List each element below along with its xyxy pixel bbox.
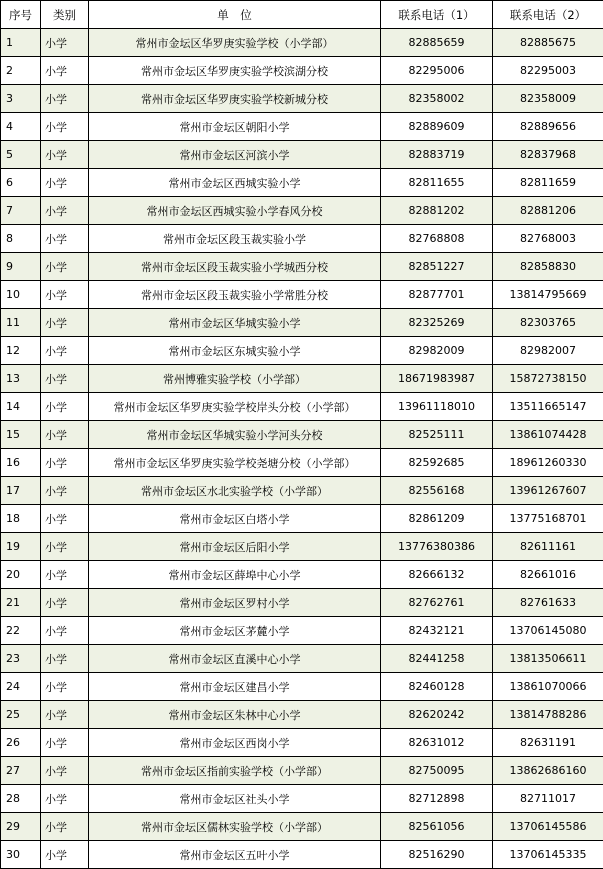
cell-phone1: 82861209	[381, 505, 493, 533]
table-row	[1, 561, 603, 589]
cell-unit: 常州市金坛区后阳小学	[89, 533, 381, 561]
cell-unit: 常州市金坛区段玉裁实验小学	[89, 225, 381, 253]
cell-seq: 16	[1, 449, 41, 477]
cell-seq: 18	[1, 505, 41, 533]
cell-unit: 常州市金坛区罗村小学	[89, 589, 381, 617]
cell-unit: 常州市金坛区段玉裁实验小学城西分校	[89, 253, 381, 281]
cell-type: 小学	[41, 757, 89, 785]
cell-phone1: 82460128	[381, 673, 493, 701]
cell-phone2: 13814788286	[493, 701, 603, 729]
cell-phone2: 82295003	[493, 57, 603, 85]
cell-phone2: 82889656	[493, 113, 603, 141]
cell-seq: 15	[1, 421, 41, 449]
cell-seq: 7	[1, 197, 41, 225]
table-header-row	[1, 1, 603, 29]
cell-phone2: 82982007	[493, 337, 603, 365]
cell-seq: 23	[1, 645, 41, 673]
cell-seq: 30	[1, 841, 41, 869]
cell-type: 小学	[41, 337, 89, 365]
table-row	[1, 841, 603, 869]
cell-type: 小学	[41, 141, 89, 169]
cell-seq: 2	[1, 57, 41, 85]
cell-unit: 常州市金坛区段玉裁实验小学常胜分校	[89, 281, 381, 309]
table-row	[1, 785, 603, 813]
cell-phone2: 82711017	[493, 785, 603, 813]
cell-seq: 25	[1, 701, 41, 729]
cell-phone1: 82851227	[381, 253, 493, 281]
cell-seq: 29	[1, 813, 41, 841]
cell-unit: 常州市金坛区西城实验小学春风分校	[89, 197, 381, 225]
cell-phone2: 13706145080	[493, 617, 603, 645]
cell-phone2: 13814795669	[493, 281, 603, 309]
cell-phone1: 82358002	[381, 85, 493, 113]
cell-phone2: 13813506611	[493, 645, 603, 673]
cell-seq: 1	[1, 29, 41, 57]
cell-seq: 10	[1, 281, 41, 309]
table-row	[1, 141, 603, 169]
table-row	[1, 225, 603, 253]
cell-seq: 8	[1, 225, 41, 253]
table-row	[1, 673, 603, 701]
cell-phone1: 82881202	[381, 197, 493, 225]
cell-seq: 19	[1, 533, 41, 561]
cell-seq: 28	[1, 785, 41, 813]
table-row	[1, 85, 603, 113]
cell-phone2: 13961267607	[493, 477, 603, 505]
cell-phone2: 18961260330	[493, 449, 603, 477]
cell-seq: 13	[1, 365, 41, 393]
cell-unit: 常州市金坛区华罗庚实验学校新城分校	[89, 85, 381, 113]
cell-phone1: 82432121	[381, 617, 493, 645]
cell-type: 小学	[41, 309, 89, 337]
cell-seq: 14	[1, 393, 41, 421]
cell-seq: 12	[1, 337, 41, 365]
cell-unit: 常州市金坛区朝阳小学	[89, 113, 381, 141]
cell-type: 小学	[41, 421, 89, 449]
cell-seq: 9	[1, 253, 41, 281]
cell-type: 小学	[41, 85, 89, 113]
cell-unit: 常州市金坛区华城实验小学河头分校	[89, 421, 381, 449]
cell-type: 小学	[41, 589, 89, 617]
table-row	[1, 337, 603, 365]
table-row	[1, 701, 603, 729]
cell-unit: 常州市金坛区茅麓小学	[89, 617, 381, 645]
table-row	[1, 169, 603, 197]
cell-seq: 17	[1, 477, 41, 505]
cell-phone1: 82712898	[381, 785, 493, 813]
cell-phone2: 82358009	[493, 85, 603, 113]
cell-phone1: 82631012	[381, 729, 493, 757]
cell-phone2: 13706145586	[493, 813, 603, 841]
cell-unit: 常州市金坛区指前实验学校（小学部）	[89, 757, 381, 785]
cell-unit: 常州市金坛区华罗庚实验学校滨湖分校	[89, 57, 381, 85]
cell-type: 小学	[41, 813, 89, 841]
table-row	[1, 589, 603, 617]
cell-type: 小学	[41, 29, 89, 57]
cell-phone1: 82620242	[381, 701, 493, 729]
table-row	[1, 757, 603, 785]
cell-type: 小学	[41, 477, 89, 505]
cell-unit: 常州市金坛区直溪中心小学	[89, 645, 381, 673]
cell-seq: 22	[1, 617, 41, 645]
cell-phone2: 13861074428	[493, 421, 603, 449]
cell-phone1: 82885659	[381, 29, 493, 57]
table-row	[1, 197, 603, 225]
cell-type: 小学	[41, 841, 89, 869]
cell-phone1: 13961118010	[381, 393, 493, 421]
cell-unit: 常州市金坛区朱林中心小学	[89, 701, 381, 729]
table-row	[1, 645, 603, 673]
cell-phone1: 82883719	[381, 141, 493, 169]
cell-phone1: 82295006	[381, 57, 493, 85]
cell-unit: 常州市金坛区水北实验学校（小学部）	[89, 477, 381, 505]
cell-seq: 11	[1, 309, 41, 337]
cell-phone2: 82761633	[493, 589, 603, 617]
cell-unit: 常州市金坛区儒林实验学校（小学部）	[89, 813, 381, 841]
table-row	[1, 113, 603, 141]
cell-phone1: 82750095	[381, 757, 493, 785]
cell-unit: 常州市金坛区薛埠中心小学	[89, 561, 381, 589]
cell-phone1: 82877701	[381, 281, 493, 309]
cell-phone1: 82811655	[381, 169, 493, 197]
cell-unit: 常州市金坛区五叶小学	[89, 841, 381, 869]
cell-phone2: 13862686160	[493, 757, 603, 785]
cell-type: 小学	[41, 785, 89, 813]
cell-phone2: 82837968	[493, 141, 603, 169]
cell-type: 小学	[41, 645, 89, 673]
table-row	[1, 617, 603, 645]
cell-phone1: 82525111	[381, 421, 493, 449]
cell-phone2: 82885675	[493, 29, 603, 57]
header-unit: 单 位	[89, 1, 381, 29]
cell-unit: 常州市金坛区河滨小学	[89, 141, 381, 169]
cell-phone1: 82516290	[381, 841, 493, 869]
cell-type: 小学	[41, 253, 89, 281]
cell-phone1: 82441258	[381, 645, 493, 673]
cell-type: 小学	[41, 197, 89, 225]
table-row	[1, 393, 603, 421]
cell-unit: 常州市金坛区白塔小学	[89, 505, 381, 533]
cell-phone2: 13861070066	[493, 673, 603, 701]
cell-type: 小学	[41, 729, 89, 757]
cell-seq: 21	[1, 589, 41, 617]
cell-type: 小学	[41, 673, 89, 701]
cell-phone2: 82303765	[493, 309, 603, 337]
cell-seq: 4	[1, 113, 41, 141]
cell-phone2: 15872738150	[493, 365, 603, 393]
cell-type: 小学	[41, 365, 89, 393]
cell-unit: 常州博雅实验学校（小学部）	[89, 365, 381, 393]
table-row	[1, 365, 603, 393]
table-row	[1, 729, 603, 757]
table-row	[1, 309, 603, 337]
cell-phone2: 13706145335	[493, 841, 603, 869]
cell-phone1: 82982009	[381, 337, 493, 365]
header-phone1: 联系电话（1）	[381, 1, 493, 29]
cell-unit: 常州市金坛区西岗小学	[89, 729, 381, 757]
cell-phone2: 82881206	[493, 197, 603, 225]
cell-type: 小学	[41, 281, 89, 309]
cell-type: 小学	[41, 393, 89, 421]
cell-type: 小学	[41, 701, 89, 729]
cell-phone2: 82611161	[493, 533, 603, 561]
cell-phone2: 82661016	[493, 561, 603, 589]
cell-unit: 常州市金坛区华城实验小学	[89, 309, 381, 337]
cell-phone1: 13776380386	[381, 533, 493, 561]
cell-phone2: 13775168701	[493, 505, 603, 533]
header-type: 类别	[41, 1, 89, 29]
cell-phone2: 82768003	[493, 225, 603, 253]
cell-type: 小学	[41, 225, 89, 253]
table-row	[1, 505, 603, 533]
header-seq: 序号	[1, 1, 41, 29]
cell-phone2: 13511665147	[493, 393, 603, 421]
cell-type: 小学	[41, 505, 89, 533]
header-phone2: 联系电话（2）	[493, 1, 603, 29]
table-row	[1, 533, 603, 561]
cell-seq: 5	[1, 141, 41, 169]
table-row	[1, 477, 603, 505]
cell-unit: 常州市金坛区建昌小学	[89, 673, 381, 701]
cell-phone1: 82666132	[381, 561, 493, 589]
cell-phone2: 82811659	[493, 169, 603, 197]
table-row	[1, 281, 603, 309]
cell-unit: 常州市金坛区华罗庚实验学校（小学部）	[89, 29, 381, 57]
cell-seq: 6	[1, 169, 41, 197]
cell-unit: 常州市金坛区东城实验小学	[89, 337, 381, 365]
table-row	[1, 29, 603, 57]
cell-unit: 常州市金坛区社头小学	[89, 785, 381, 813]
cell-seq: 20	[1, 561, 41, 589]
cell-type: 小学	[41, 533, 89, 561]
cell-unit: 常州市金坛区华罗庚实验学校岸头分校（小学部）	[89, 393, 381, 421]
cell-type: 小学	[41, 561, 89, 589]
table-row	[1, 421, 603, 449]
cell-phone1: 82889609	[381, 113, 493, 141]
cell-phone2: 82858830	[493, 253, 603, 281]
cell-type: 小学	[41, 169, 89, 197]
cell-unit: 常州市金坛区西城实验小学	[89, 169, 381, 197]
cell-phone1: 82762761	[381, 589, 493, 617]
cell-seq: 24	[1, 673, 41, 701]
cell-unit: 常州市金坛区华罗庚实验学校尧塘分校（小学部）	[89, 449, 381, 477]
table-row	[1, 449, 603, 477]
cell-type: 小学	[41, 617, 89, 645]
cell-type: 小学	[41, 113, 89, 141]
cell-phone2: 82631191	[493, 729, 603, 757]
table-row	[1, 253, 603, 281]
cell-phone1: 82556168	[381, 477, 493, 505]
cell-seq: 27	[1, 757, 41, 785]
cell-seq: 26	[1, 729, 41, 757]
cell-seq: 3	[1, 85, 41, 113]
table-row	[1, 57, 603, 85]
cell-phone1: 82592685	[381, 449, 493, 477]
cell-phone1: 82561056	[381, 813, 493, 841]
cell-type: 小学	[41, 57, 89, 85]
table-row	[1, 813, 603, 841]
cell-phone1: 18671983987	[381, 365, 493, 393]
cell-phone1: 82768808	[381, 225, 493, 253]
cell-type: 小学	[41, 449, 89, 477]
cell-phone1: 82325269	[381, 309, 493, 337]
